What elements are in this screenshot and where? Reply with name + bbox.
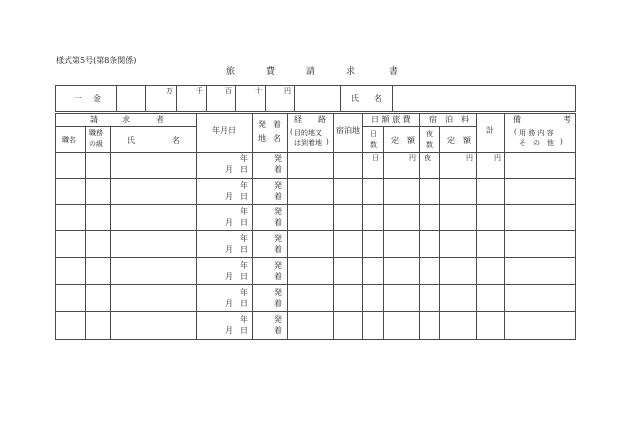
- col-remarks-char-2: 考: [563, 115, 571, 124]
- table-right-rule: [575, 113, 576, 340]
- row-day-label: 日: [240, 218, 248, 227]
- col-lodging-fee-char-3: 料: [461, 115, 469, 124]
- row-arrive-label: 着: [274, 192, 282, 201]
- claimant-header-char-2: 求: [122, 115, 130, 124]
- unit-man: 万: [166, 87, 173, 95]
- col-date: 年月日: [212, 126, 236, 135]
- row-year-label: 年: [240, 207, 248, 216]
- row-days-unit: 日: [372, 154, 379, 162]
- row-day-label: 日: [240, 165, 248, 174]
- col-route-note-line2: は到着地: [294, 139, 322, 147]
- col-remarks-note-line2: そ の 他: [519, 139, 554, 147]
- column-rule: [439, 126, 440, 340]
- col-grade-line2: の級: [89, 140, 103, 148]
- row-yen-unit: 円: [409, 154, 416, 162]
- column-rule: [333, 113, 334, 340]
- row-day-label: 日: [240, 326, 248, 335]
- col-route-char-1: 経: [294, 115, 302, 124]
- col-place-arrive: 着: [273, 120, 281, 129]
- row-rule: [55, 204, 576, 205]
- row-year-label: 年: [240, 261, 248, 270]
- amount-digit-divider: [294, 85, 295, 112]
- col-route-note-open-bracket: (: [290, 128, 293, 136]
- col-days-line2: 数: [370, 141, 377, 149]
- table-top-rule: [55, 113, 576, 114]
- title-char-1: 旅: [226, 67, 236, 77]
- name-field-divider: [340, 85, 341, 112]
- column-rule: [85, 126, 86, 340]
- col-nights-line1: 夜: [426, 130, 433, 138]
- col-daily-allowance: 日 額 旅 費: [371, 115, 411, 124]
- column-rule: [419, 113, 420, 340]
- row-rule: [55, 311, 576, 312]
- row-arrive-label: 着: [274, 245, 282, 254]
- name-label-char-2: 名: [374, 94, 382, 103]
- col-route-char-2: 路: [318, 115, 326, 124]
- col-name-char-2: 名: [172, 136, 180, 145]
- title-char-5: 書: [389, 67, 399, 77]
- row-arrive-label: 着: [274, 165, 282, 174]
- amount-digit-divider: [235, 85, 236, 112]
- col-remarks-note-close-bracket: ): [560, 138, 563, 146]
- unit-yen: 円: [284, 87, 291, 95]
- col-rate: 定 額: [391, 136, 415, 145]
- row-year-label: 年: [240, 315, 248, 324]
- row-day-label: 日: [240, 272, 248, 281]
- row-yen-unit: 円: [466, 154, 473, 162]
- amount-label-char-2: 金: [93, 94, 101, 103]
- col-name-char-1: 氏: [127, 136, 135, 145]
- row-rule: [55, 178, 576, 179]
- row-month-label: 月: [225, 165, 233, 174]
- col-route-note-line1: 目的地又: [294, 129, 322, 137]
- form-number: 様式第5号(第8条関係): [56, 56, 137, 65]
- row-year-label: 年: [240, 288, 248, 297]
- amount-row-top-rule: [55, 85, 576, 86]
- claimant-header-char-1: 請: [90, 115, 98, 124]
- column-rule: [383, 126, 384, 340]
- col-total: 計: [486, 126, 494, 135]
- table-bottom-rule: [55, 339, 576, 340]
- col-lodging-rate: 定 額: [447, 136, 471, 145]
- column-rule: [196, 113, 197, 340]
- name-label-char-1: 氏: [351, 94, 359, 103]
- amount-row-right-rule: [575, 85, 576, 112]
- row-depart-label: 発: [274, 234, 282, 243]
- col-grade-line1: 職務: [89, 129, 103, 137]
- row-nights-unit: 夜: [424, 154, 431, 162]
- row-year-label: 年: [240, 234, 248, 243]
- row-month-label: 月: [225, 218, 233, 227]
- claimant-header-char-3: 者: [156, 115, 164, 124]
- row-day-label: 日: [240, 192, 248, 201]
- column-rule: [252, 113, 253, 340]
- row-rule: [55, 230, 576, 231]
- unit-juu: 十: [255, 87, 262, 95]
- col-remarks-char-1: 備: [513, 115, 521, 124]
- row-depart-label: 発: [274, 315, 282, 324]
- amount-row-left-rule: [55, 85, 56, 112]
- row-arrive-label: 着: [274, 272, 282, 281]
- row-arrive-label: 着: [274, 326, 282, 335]
- col-place-depart: 発: [258, 120, 266, 129]
- col-remarks-note-open-bracket: (: [514, 128, 517, 136]
- column-rule: [476, 113, 477, 340]
- col-remarks-note-line1: 用 務 内 容: [519, 129, 554, 137]
- amount-label-char-1: 一: [74, 94, 82, 103]
- amount-label-divider: [116, 85, 117, 112]
- row-rule: [55, 284, 576, 285]
- row-depart-label: 発: [274, 154, 282, 163]
- claimant-group-rule: [55, 126, 196, 127]
- unit-hyaku: 百: [225, 87, 232, 95]
- row-depart-label: 発: [274, 261, 282, 270]
- col-days-line1: 日: [370, 130, 377, 138]
- row-day-label: 日: [240, 299, 248, 308]
- row-depart-label: 発: [274, 181, 282, 190]
- col-position: 職名: [62, 136, 76, 144]
- amount-digit-divider: [145, 85, 146, 112]
- title-char-2: 費: [266, 67, 276, 77]
- col-place-ground: 地: [258, 134, 266, 143]
- col-route-note-close-bracket: ): [326, 138, 329, 146]
- amount-row-bottom-rule: [55, 111, 576, 112]
- row-day-label: 日: [240, 245, 248, 254]
- col-place-name: 名: [273, 134, 281, 143]
- row-yen-unit: 円: [494, 154, 501, 162]
- column-rule: [110, 126, 111, 340]
- row-month-label: 月: [225, 192, 233, 201]
- row-year-label: 年: [240, 181, 248, 190]
- column-rule: [287, 113, 288, 340]
- row-arrive-label: 着: [274, 218, 282, 227]
- col-nights-line2: 数: [426, 141, 433, 149]
- column-rule: [504, 113, 505, 340]
- row-depart-label: 発: [274, 207, 282, 216]
- row-arrive-label: 着: [274, 299, 282, 308]
- header-bottom-rule: [55, 152, 576, 153]
- row-month-label: 月: [225, 272, 233, 281]
- col-lodging-fee-char-2: 泊: [445, 115, 453, 124]
- amount-digit-divider: [206, 85, 207, 112]
- col-lodging-place: 宿泊地: [336, 126, 360, 135]
- row-rule: [55, 257, 576, 258]
- row-month-label: 月: [225, 299, 233, 308]
- column-rule: [362, 113, 363, 340]
- title-char-4: 求: [346, 67, 356, 77]
- title-char-3: 請: [306, 67, 316, 77]
- amount-digit-divider: [176, 85, 177, 112]
- table-left-rule: [55, 113, 56, 340]
- row-year-label: 年: [240, 154, 248, 163]
- unit-sen: 千: [196, 87, 203, 95]
- col-lodging-fee-char-1: 宿: [429, 115, 437, 124]
- row-depart-label: 発: [274, 288, 282, 297]
- name-field-divider: [392, 85, 393, 112]
- row-month-label: 月: [225, 245, 233, 254]
- amount-digit-divider: [265, 85, 266, 112]
- row-month-label: 月: [225, 326, 233, 335]
